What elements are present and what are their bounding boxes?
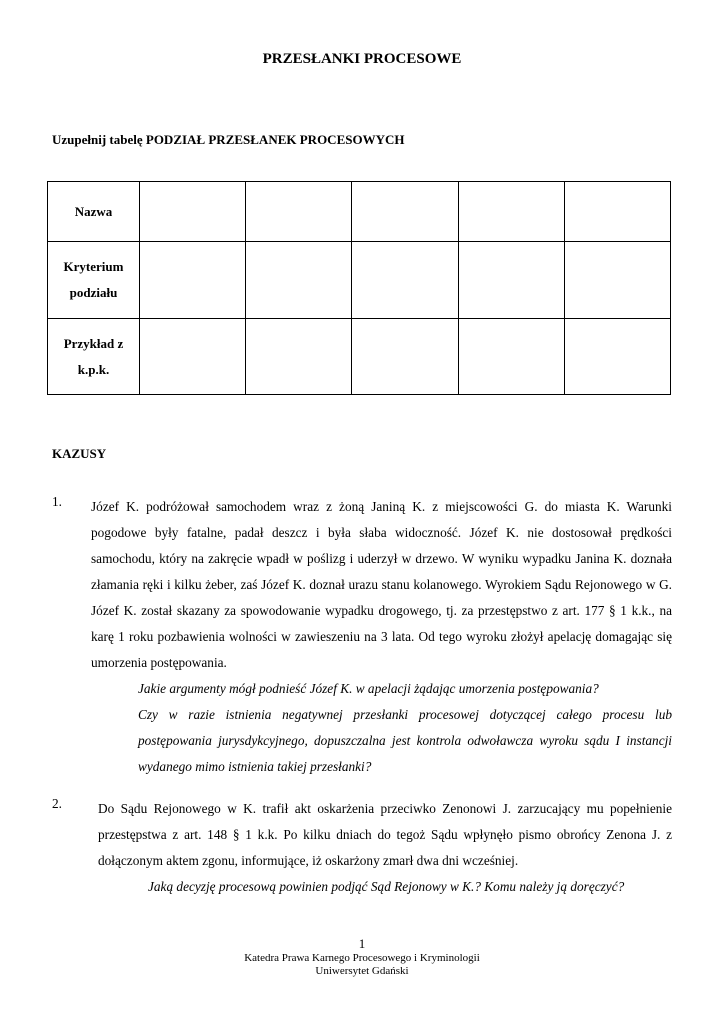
page-number: 1 xyxy=(358,936,366,951)
table-row xyxy=(48,242,671,319)
table-cell[interactable] xyxy=(458,182,564,242)
table-cell[interactable] xyxy=(246,242,352,319)
row-label-name: Nazwa xyxy=(48,182,140,242)
table-row xyxy=(48,182,671,242)
table-row xyxy=(48,319,671,395)
table-cell[interactable] xyxy=(564,242,670,319)
table-cell[interactable] xyxy=(458,242,564,319)
page-title: PRZESŁANKI PROCESOWE xyxy=(262,51,462,67)
table-cell[interactable] xyxy=(564,319,670,395)
table-cell[interactable] xyxy=(246,182,352,242)
table-cell[interactable] xyxy=(352,319,458,395)
table-cell[interactable] xyxy=(246,319,352,395)
row-label-criterion: Kryterium podziału xyxy=(48,242,140,319)
case-body xyxy=(91,494,672,780)
table-cell[interactable] xyxy=(352,182,458,242)
case-1 xyxy=(52,494,672,780)
case-2 xyxy=(52,796,672,900)
case-question: Jakie argumenty mógł podnieść Józef K. w apelacji żądając umorzenia postępowania? xyxy=(138,681,599,696)
classification-table xyxy=(47,181,671,395)
case-text: Do Sądu Rejonowego w K. trafił akt oskarżenia przeciwko Zenonowi J. zarzucający mu popełnienie przestępstwa z art. 148 § 1 k.k. Po kilku dniach do tegoż Sądu wpłynęło pismo obrońcy Zenona J. z dołączonym aktem zgonu, informujące, iż oskarżony zmarł dwa dni wcześniej. xyxy=(98,801,672,868)
task-instruction: Uzupełnij tabelę PODZIAŁ PRZESŁANEK PROCESOWYCH xyxy=(52,132,405,147)
footer-university: Uniwersytet Gdański xyxy=(315,965,409,977)
table-cell[interactable] xyxy=(140,182,246,242)
section-title: KAZUSY xyxy=(52,446,107,461)
footer xyxy=(0,952,724,978)
footer-department: Katedra Prawa Karnego Procesowego i Kryminologii xyxy=(244,952,480,964)
case-question: Jaką decyzję procesową powinien podjąć Sąd Rejonowy w K.? Komu należy ją doręczyć? xyxy=(148,879,625,894)
table-cell[interactable] xyxy=(140,319,246,395)
table-cell[interactable] xyxy=(352,242,458,319)
case-text: Józef K. podróżował samochodem wraz z żoną Janiną K. z miejscowości G. do miasta K. Warunki pogodowe były fatalne, padał deszcz i była słaba widoczność. Józef K. nie dostosował prędkości samochodu, który na zakręcie wpadł w poślizg i uderzył w drzewo. W wyniku wypadku Janina K. doznała złamania ręki i kilku żeber, zaś Józef K. doznał urazu stanu kolanowego. Wyrokiem Sądu Rejonowego w G. Józef K. został skazany za spowodowanie wypadku drogowego, tj. za przestępstwo z art. 177 § 1 k.k., na karę 1 roku pozbawienia wolności w zawieszeniu na 3 lata. Od tego wyroku złożył apelację domagając się umorzenia postępowania. xyxy=(91,499,672,670)
case-body xyxy=(98,796,672,900)
case-question: Czy w razie istnienia negatywnej przesłanki procesowej dotyczącej całego procesu lub postępowania jurysdykcyjnego, dopuszczalna jest kontrola odwoławcza wyroku sądu I instancji wydanego mimo istnienia takiej przesłanki? xyxy=(138,707,672,774)
table-cell[interactable] xyxy=(458,319,564,395)
case-number: 1. xyxy=(52,494,62,509)
table-cell[interactable] xyxy=(564,182,670,242)
case-number: 2. xyxy=(52,796,62,811)
table-cell[interactable] xyxy=(140,242,246,319)
row-label-example: Przykład z k.p.k. xyxy=(48,319,140,395)
